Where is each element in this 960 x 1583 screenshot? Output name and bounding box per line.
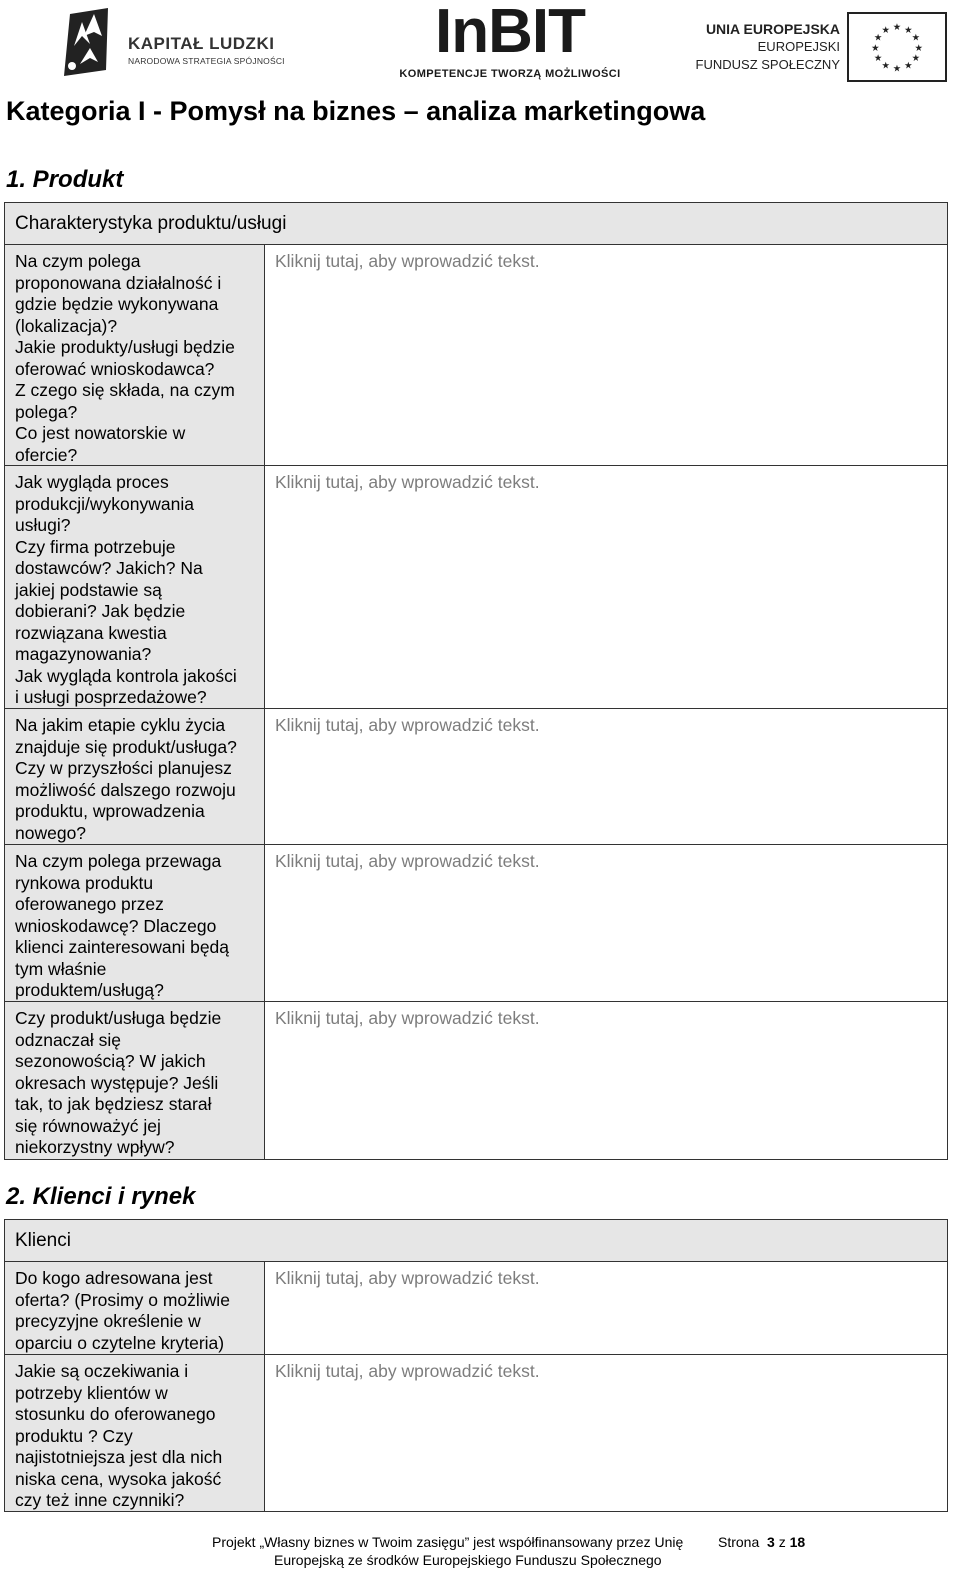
footer-project-line1: Projekt „Własny biznes w Twoim zasięgu” jest współfinansowany przez Unię (212, 1534, 684, 1550)
svg-text:★: ★ (881, 24, 890, 36)
kapital-ludzki-subtitle: NARODOWA STRATEGIA SPÓJNOŚCI (128, 56, 285, 66)
header-logos (0, 0, 960, 90)
svg-text:★: ★ (871, 42, 880, 54)
section-heading-klienci-i-rynek: 2. Klienci i rynek (6, 1183, 196, 1210)
answer-field[interactable]: Kliknij tutaj, aby wprowadzić tekst. (275, 1008, 540, 1028)
page-footer (0, 1533, 960, 1573)
kapital-ludzki-title: KAPITAŁ LUDZKI (128, 34, 275, 53)
question-cell: Na jakim etapie cyklu życia znajduje się produkt/usługa? Czy w przyszłości planujesz możliwość dalszego rozwoju produktu, wprowadzenia nowego? (5, 709, 265, 844)
question-cell: Na czym polega proponowana działalność i gdzie będzie wykonywana (lokalizacja)? Jakie produkty/usługi będzie oferować wnioskodawca? Z czego się składa, na czym polega? Co jest nowatorskie w ofercie? (5, 245, 265, 465)
svg-text:★: ★ (911, 53, 921, 65)
svg-text:★: ★ (873, 53, 883, 65)
svg-text:★: ★ (904, 24, 913, 36)
inbit-tagline: KOMPETENCJE TWORZĄ MOŻLIWOŚCI (399, 68, 621, 80)
answer-field[interactable]: Kliknij tutaj, aby wprowadzić tekst. (275, 1268, 540, 1288)
table-row (5, 709, 947, 845)
table-header: Klienci (5, 1220, 947, 1262)
eu-logo-text (690, 20, 840, 74)
question-cell: Na czym polega przewaga rynkowa produktu oferowanego przez wnioskodawcę? Dlaczego klienci zainteresowani będą tym właśnie produktem/usługą? (5, 845, 265, 1001)
answer-field[interactable]: Kliknij tutaj, aby wprowadzić tekst. (275, 851, 540, 871)
eu-logo-line1: UNIA EUROPEJSKA (705, 21, 840, 37)
page-current: 3 (767, 1534, 775, 1550)
svg-text:★: ★ (914, 42, 923, 54)
question-cell: Do kogo adresowana jest oferta? (Prosimy o możliwie precyzyjne określenie w oparciu o czytelne kryteria) (5, 1262, 265, 1354)
table-row (5, 1002, 947, 1159)
footer-project-line2: Europejską ze środków Europejskiego Funduszu Społecznego (274, 1552, 662, 1568)
inbit-logo (385, 2, 635, 86)
table-row (5, 466, 947, 709)
kapital-ludzki-emblem-icon (60, 6, 112, 78)
svg-text:★: ★ (892, 63, 902, 75)
page-total: 18 (789, 1534, 806, 1550)
table-row (5, 245, 947, 466)
question-cell: Jakie są oczekiwania i potrzeby klientów w stosunku do oferowanego produktu ? Czy najistotniejsza jest dla nich niska cena, wysoka jakość czy też inne czynniki? (5, 1355, 265, 1511)
page-separator: z (778, 1534, 786, 1550)
svg-text:★: ★ (873, 32, 883, 44)
table-header: Charakterystyka produktu/usługi (5, 203, 947, 245)
document-title: Kategoria I - Pomysł na biznes – analiza marketingowa (6, 96, 706, 126)
section-heading-produkt: 1. Produkt (6, 166, 124, 193)
eu-logo-line2: EUROPEJSKI (757, 39, 840, 54)
answer-field[interactable]: Kliknij tutaj, aby wprowadzić tekst. (275, 715, 540, 735)
svg-text:★: ★ (892, 22, 902, 34)
table-klienci (4, 1219, 948, 1512)
table-produkt (4, 202, 948, 1160)
svg-text:★: ★ (881, 60, 890, 72)
table-row (5, 1262, 947, 1355)
page-number (718, 1533, 805, 1551)
page-label: Strona (718, 1534, 760, 1550)
eu-logo-line3: FUNDUSZ SPOŁECZNY (695, 57, 840, 72)
inbit-wordmark: InBIT (435, 0, 585, 66)
table-row (5, 1355, 947, 1511)
question-cell: Czy produkt/usługa będzie odznaczał się sezonowością? W jakich okresach występuje? Jeśli tak, to jak będziesz starał się równoważyć jej niekorzystny wpływ? (5, 1002, 265, 1159)
svg-text:★: ★ (904, 60, 913, 72)
answer-field[interactable]: Kliknij tutaj, aby wprowadzić tekst. (275, 472, 540, 492)
answer-field[interactable]: Kliknij tutaj, aby wprowadzić tekst. (275, 1361, 540, 1381)
question-cell: Jak wygląda proces produkcji/wykonywania usługi? Czy firma potrzebuje dostawców? Jakich? Na jakiej podstawie są dobierani? Jak będzie rozwiązana kwestia magazynowania? Jak wygląda kontrola jakości i usługi posprzedażowe? (5, 466, 265, 708)
svg-text:★: ★ (911, 32, 921, 44)
kapital-ludzki-logo (60, 6, 300, 80)
eu-logo (690, 10, 950, 86)
eu-flag-icon (847, 12, 947, 82)
table-row (5, 845, 947, 1002)
answer-field[interactable]: Kliknij tutaj, aby wprowadzić tekst. (275, 251, 540, 271)
